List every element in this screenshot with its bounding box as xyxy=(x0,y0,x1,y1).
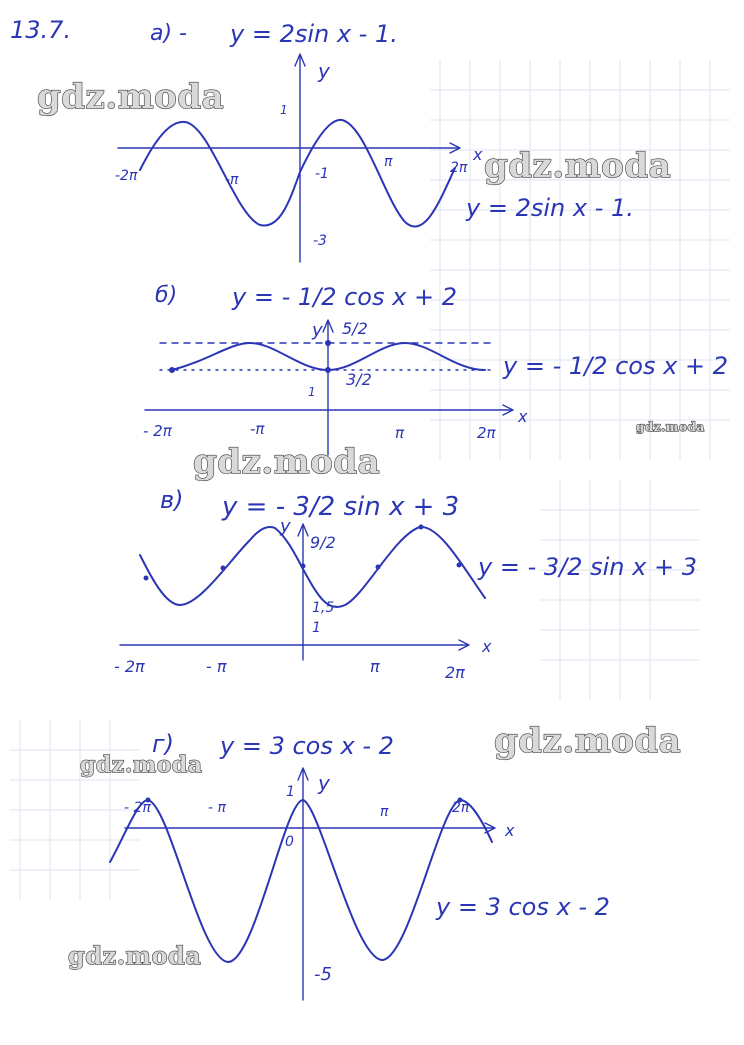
problem-number: 13.7. xyxy=(10,16,72,44)
part-d-tick-neg2pi: - 2π xyxy=(124,800,151,816)
part-b-tick-negpi: -π xyxy=(250,420,265,438)
part-b-point-min xyxy=(325,367,331,373)
part-a-tick-negpi: -π xyxy=(225,172,239,188)
part-a-label: а) - xyxy=(150,21,187,46)
part-c-ymark-9-2: 9/2 xyxy=(310,533,336,552)
part-c-label: в) xyxy=(160,486,184,514)
part-a-tick-pi: π xyxy=(384,154,393,170)
part-b-point-left xyxy=(169,367,175,373)
watermark-2: gdz.moda xyxy=(484,146,672,186)
part-d-ymark-neg5: -5 xyxy=(314,964,332,985)
part-a-sine-curve xyxy=(140,120,455,227)
part-c-point-2 xyxy=(221,566,226,571)
part-b-ymark-3-2: 3/2 xyxy=(346,370,372,389)
watermark-5: gdz.moda xyxy=(494,721,682,761)
part-d-tick-2pi: 2π xyxy=(452,800,470,816)
part-d-graph-label: y = 3 cos x - 2 xyxy=(436,893,610,921)
part-b-ymark-5-2: 5/2 xyxy=(342,319,368,338)
part-a-ymark-neg3: -3 xyxy=(313,233,327,249)
part-d-tick-pi: π xyxy=(380,804,389,820)
part-b-ymark-1: 1 xyxy=(308,385,316,399)
part-c-ymark-1: 1 xyxy=(312,620,321,636)
part-d-tick-negpi: - π xyxy=(208,800,226,816)
part-c-point-6 xyxy=(457,563,462,568)
part-c-graph xyxy=(114,516,492,682)
watermark-6: gdz.moda xyxy=(80,752,203,778)
watermark-1: gdz.moda xyxy=(37,77,225,117)
part-a-x-label: x xyxy=(473,145,483,164)
part-b-tick-pi: π xyxy=(395,424,405,442)
part-b-label: б) xyxy=(155,283,178,308)
watermark-3: gdz.moda xyxy=(636,420,705,434)
part-c-point-3 xyxy=(301,564,306,569)
part-b-graph-label: y = - 1/2 cos x + 2 xyxy=(503,352,728,380)
part-a-graph-label: y = 2sin x - 1. xyxy=(466,194,634,222)
part-d-x-label: x xyxy=(505,821,515,840)
part-c-point-4 xyxy=(376,565,381,570)
part-c-y-label: y xyxy=(280,516,291,537)
part-c-tick-neg2pi: - 2π xyxy=(114,657,145,676)
part-d-cosine-curve xyxy=(110,800,492,962)
part-b-y-label: y xyxy=(312,320,323,341)
part-c-x-label: x xyxy=(482,637,492,656)
part-c-equation: y = - 3/2 sin x + 3 xyxy=(222,492,460,522)
part-c-tick-negpi: - π xyxy=(206,657,227,676)
part-d-y-label: y xyxy=(318,771,330,795)
part-c-point-5 xyxy=(419,525,424,530)
watermark-7: gdz.moda xyxy=(68,941,202,970)
part-a xyxy=(115,20,634,262)
part-b-equation: y = - 1/2 cos x + 2 xyxy=(232,283,457,311)
part-d-ymark-1: 1 xyxy=(286,784,295,800)
part-a-tick-neg2pi: -2π xyxy=(115,168,138,184)
part-b-x-label: x xyxy=(518,407,528,426)
part-a-tick-2pi: 2π xyxy=(450,160,468,176)
part-c-ymark-1-5: 1,5 xyxy=(312,600,335,616)
part-a-equation: y = 2sin x - 1. xyxy=(230,20,398,48)
part-a-ymark-1: 1 xyxy=(280,103,288,117)
part-d-ymark-0: 0 xyxy=(285,834,294,850)
part-c-tick-2pi: 2π xyxy=(445,663,465,682)
part-d-label: г) xyxy=(152,730,174,758)
part-c-tick-pi: π xyxy=(370,657,380,676)
part-c xyxy=(114,486,697,682)
part-b-tick-2pi: 2π xyxy=(477,424,496,442)
part-c-point-1 xyxy=(144,576,149,581)
part-c-graph-label: y = - 3/2 sin x + 3 xyxy=(478,553,697,581)
part-a-ymark-neg1: -1 xyxy=(315,166,329,182)
watermark-4: gdz.moda xyxy=(193,442,381,482)
part-a-y-label: y xyxy=(318,59,330,83)
part-d-equation: y = 3 cos x - 2 xyxy=(220,732,394,760)
part-b-point-max xyxy=(325,340,331,346)
part-b-tick-neg2pi: - 2π xyxy=(143,422,172,440)
